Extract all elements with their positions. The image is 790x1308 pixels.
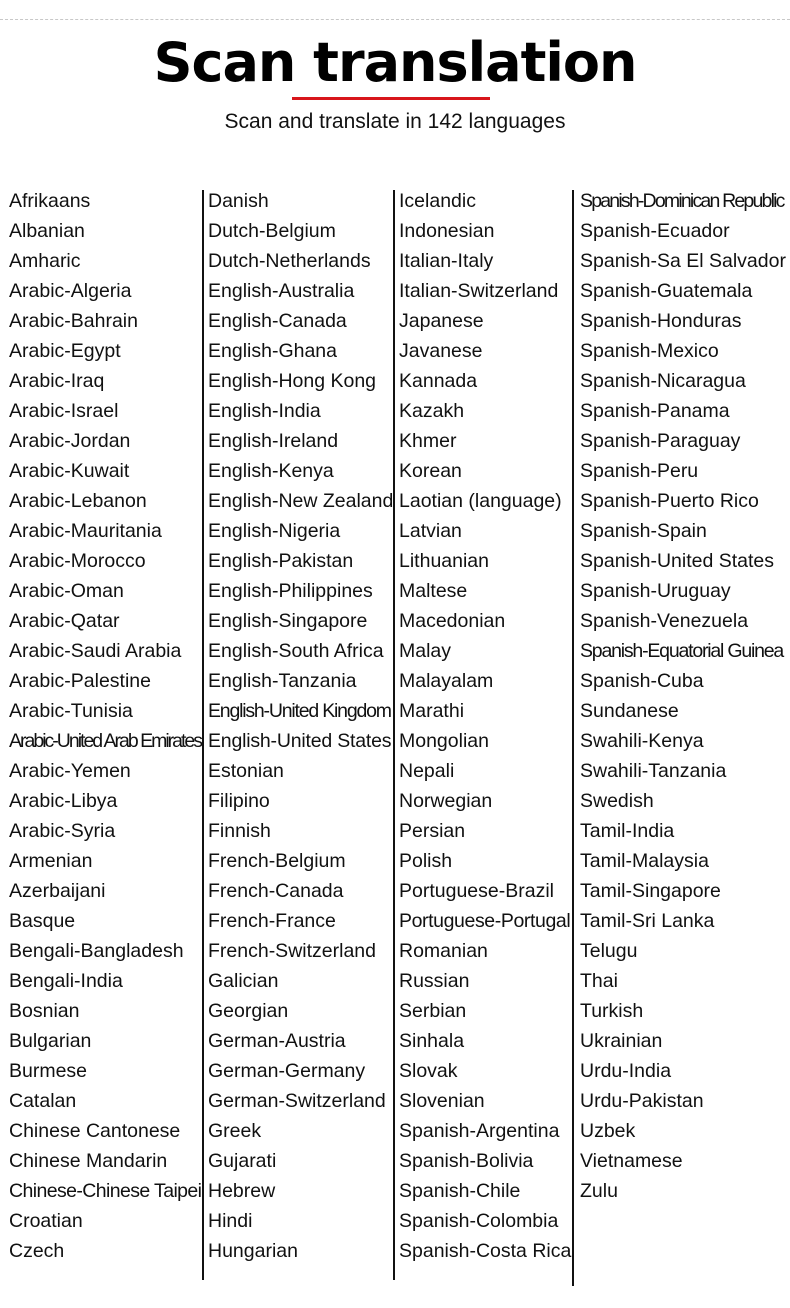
language-item: Catalan — [9, 1090, 77, 1112]
language-item: Georgian — [208, 1000, 289, 1022]
language-item: Bosnian — [9, 1000, 80, 1022]
language-item: Spanish-Paraguay — [580, 430, 741, 452]
language-item: Arabic-Morocco — [9, 550, 146, 572]
language-column-2 — [208, 186, 394, 1266]
page-subtitle: Scan and translate in 142 languages — [224, 110, 566, 133]
language-item: Lithuanian — [399, 550, 489, 572]
language-item: Arabic-Mauritania — [9, 520, 162, 542]
language-item: Serbian — [399, 1000, 467, 1022]
language-item: Spanish-Venezuela — [580, 610, 749, 632]
language-item: Korean — [399, 460, 462, 482]
language-item: Dutch-Netherlands — [208, 250, 371, 272]
language-item: Bulgarian — [9, 1030, 92, 1052]
language-item: English-India — [208, 400, 321, 422]
language-item: Bengali-India — [9, 970, 123, 992]
language-item: English-Canada — [208, 310, 347, 332]
language-item: English-Tanzania — [208, 670, 357, 692]
language-item: Spanish-Cuba — [580, 670, 704, 692]
language-item: Zulu — [580, 1180, 618, 1202]
language-item: Armenian — [9, 850, 93, 872]
language-item: Tamil-Sri Lanka — [580, 910, 715, 932]
language-item: Chinese-Chinese Taipei — [9, 1180, 202, 1202]
language-item: English-South Africa — [208, 640, 384, 662]
language-column-3 — [399, 186, 571, 1266]
language-item: Norwegian — [399, 790, 493, 812]
language-item: Swahili-Kenya — [580, 730, 704, 752]
language-item: Arabic-Saudi Arabia — [9, 640, 182, 662]
column-divider — [202, 190, 204, 1280]
language-item: French-Belgium — [208, 850, 346, 872]
language-item: Swedish — [580, 790, 654, 812]
language-item: Indonesian — [399, 220, 495, 242]
language-item: Khmer — [399, 430, 457, 452]
language-item: Arabic-Qatar — [9, 610, 120, 632]
language-item: Burmese — [9, 1060, 88, 1082]
language-item: Italian-Italy — [399, 250, 494, 272]
language-item: Spanish-Panama — [580, 400, 730, 422]
language-item: Dutch-Belgium — [208, 220, 336, 242]
language-item: Ukrainian — [580, 1030, 663, 1052]
language-item: Thai — [580, 970, 618, 992]
language-item: Amharic — [9, 250, 81, 272]
language-item: Japanese — [399, 310, 484, 332]
language-item: Arabic-Libya — [9, 790, 118, 812]
language-item: Chinese Cantonese — [9, 1120, 181, 1142]
language-item: Urdu-India — [580, 1060, 672, 1082]
language-item: Spanish-Honduras — [580, 310, 742, 332]
language-item: Spanish-Chile — [399, 1180, 521, 1202]
language-item: English-Pakistan — [208, 550, 354, 572]
language-item: Russian — [399, 970, 470, 992]
language-item: English-Ghana — [208, 340, 337, 362]
language-item: Hungarian — [208, 1240, 298, 1262]
language-item: Arabic-Algeria — [9, 280, 132, 302]
language-item: Spanish-Peru — [580, 460, 699, 482]
language-item: Malay — [399, 640, 452, 662]
language-item: Vietnamese — [580, 1150, 683, 1172]
language-item: Spanish-Bolivia — [399, 1150, 534, 1172]
language-item: Bengali-Bangladesh — [9, 940, 184, 962]
language-item: Tamil-Malaysia — [580, 850, 709, 872]
language-item: Tamil-India — [580, 820, 675, 842]
language-item: Hebrew — [208, 1180, 276, 1202]
language-item: French-Switzerland — [208, 940, 376, 962]
language-item: English-Ireland — [208, 430, 339, 452]
language-item: Macedonian — [399, 610, 506, 632]
language-item: Portuguese-Brazil — [399, 880, 554, 902]
language-item: Spanish-Colombia — [399, 1210, 559, 1232]
language-item: Slovak — [399, 1060, 458, 1082]
language-item: English-Nigeria — [208, 520, 341, 542]
language-item: Filipino — [208, 790, 270, 812]
language-item: Spanish-Sa El Salvador — [580, 250, 786, 272]
language-column-1 — [9, 186, 201, 1266]
language-item: Sundanese — [580, 700, 679, 722]
language-item: Albanian — [9, 220, 85, 242]
language-item: Spanish-Costa Rica — [399, 1240, 572, 1262]
language-item: Croatian — [9, 1210, 83, 1232]
language-item: Azerbaijani — [9, 880, 106, 902]
title-underline — [292, 97, 490, 100]
language-item: Arabic-Israel — [9, 400, 119, 422]
language-item: Kazakh — [399, 400, 465, 422]
language-item: English-United States — [208, 730, 392, 752]
language-item: Tamil-Singapore — [580, 880, 721, 902]
language-item: English-Kenya — [208, 460, 334, 482]
language-item: Maltese — [399, 580, 468, 602]
language-item: English-United Kingdom — [208, 700, 391, 722]
language-item: Icelandic — [399, 190, 476, 212]
language-item: Portuguese-Portugal — [399, 910, 571, 932]
language-item: English-Australia — [208, 280, 355, 302]
language-item: English-Philippines — [208, 580, 373, 602]
column-divider — [572, 190, 574, 1286]
language-item: Spanish-Nicaragua — [580, 370, 746, 392]
language-item: Spanish-Argentina — [399, 1120, 560, 1142]
language-item: Danish — [208, 190, 269, 212]
language-item: Arabic-Palestine — [9, 670, 151, 692]
language-item: Arabic-Syria — [9, 820, 116, 842]
language-item: Swahili-Tanzania — [580, 760, 727, 782]
language-columns — [0, 186, 790, 1286]
language-item: Turkish — [580, 1000, 644, 1022]
language-item: Arabic-Kuwait — [9, 460, 130, 482]
language-item: Arabic-United Arab Emirates — [9, 730, 202, 752]
page-title: Scan translation — [153, 31, 637, 94]
language-item: Spanish-Puerto Rico — [580, 490, 759, 512]
language-item: Czech — [9, 1240, 65, 1262]
language-item: Malayalam — [399, 670, 494, 692]
language-item: Arabic-Egypt — [9, 340, 121, 362]
language-item: Persian — [399, 820, 466, 842]
language-item: Nepali — [399, 760, 455, 782]
language-item: Spanish-Dominican Republic — [580, 190, 784, 212]
language-item: Chinese Mandarin — [9, 1150, 168, 1172]
language-item: Urdu-Pakistan — [580, 1090, 704, 1112]
column-divider — [393, 190, 395, 1280]
language-item: Spanish-Spain — [580, 520, 707, 542]
language-item: Marathi — [399, 700, 465, 722]
language-item: Uzbek — [580, 1120, 636, 1142]
language-item: Afrikaans — [9, 190, 91, 212]
language-item: Spanish-United States — [580, 550, 775, 572]
language-item: Arabic-Lebanon — [9, 490, 147, 512]
language-item: Greek — [208, 1120, 262, 1142]
language-item: Galician — [208, 970, 279, 992]
language-item: Spanish-Mexico — [580, 340, 719, 362]
language-item: Basque — [9, 910, 76, 932]
language-item: Arabic-Jordan — [9, 430, 131, 452]
language-item: Mongolian — [399, 730, 489, 752]
language-item: Finnish — [208, 820, 271, 842]
language-column-4 — [580, 186, 786, 1206]
language-item: Spanish-Guatemala — [580, 280, 753, 302]
language-item: English-New Zealand — [208, 490, 394, 512]
language-item: German-Switzerland — [208, 1090, 386, 1112]
language-item: Kannada — [399, 370, 478, 392]
language-item: Polish — [399, 850, 453, 872]
language-item: Arabic-Iraq — [9, 370, 105, 392]
language-item: Arabic-Yemen — [9, 760, 131, 782]
language-item: Italian-Switzerland — [399, 280, 559, 302]
language-item: Spanish-Uruguay — [580, 580, 731, 602]
language-item: French-France — [208, 910, 336, 932]
language-item: Romanian — [399, 940, 488, 962]
language-item: French-Canada — [208, 880, 344, 902]
language-item: Telugu — [580, 940, 638, 962]
language-item: Hindi — [208, 1210, 253, 1232]
language-item: Laotian (language) — [399, 490, 562, 512]
language-item: Latvian — [399, 520, 462, 542]
language-item: Slovenian — [399, 1090, 485, 1112]
language-item: Javanese — [399, 340, 483, 362]
language-item: Arabic-Tunisia — [9, 700, 133, 722]
top-dashed-rule — [0, 19, 790, 20]
language-item: Spanish-Equatorial Guinea — [580, 640, 784, 662]
language-item: German-Austria — [208, 1030, 346, 1052]
language-item: Spanish-Ecuador — [580, 220, 730, 242]
language-item: German-Germany — [208, 1060, 366, 1082]
language-item: Gujarati — [208, 1150, 277, 1172]
language-item: Arabic-Oman — [9, 580, 124, 602]
language-item: English-Hong Kong — [208, 370, 377, 392]
language-item: Estonian — [208, 760, 284, 782]
language-item: English-Singapore — [208, 610, 368, 632]
language-item: Arabic-Bahrain — [9, 310, 138, 332]
language-item: Sinhala — [399, 1030, 465, 1052]
